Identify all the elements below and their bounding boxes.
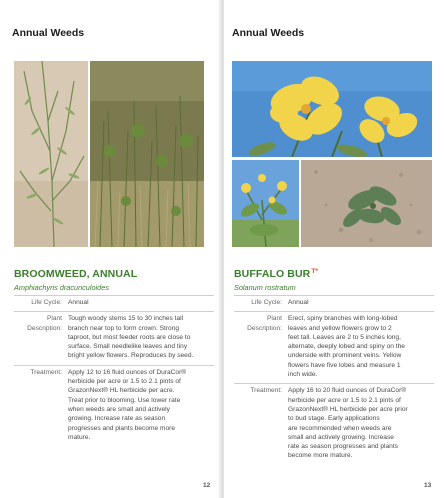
info-label: Plant Description: bbox=[247, 315, 282, 332]
info-value: Tough woody stems 15 to 30 inches tall branch near top to form crown. Strong taproot, but most feeder roots are close to surface. Small needlelike leaves and tiny bright yellow flowers. Reproduces by seed. bbox=[68, 315, 194, 360]
section-heading: Annual Weeds bbox=[232, 27, 305, 39]
info-label: Treatment: bbox=[30, 368, 62, 376]
info-label: Life Cycle: bbox=[31, 299, 62, 306]
scientific-name: Solanum rostratum bbox=[234, 283, 296, 292]
buffalo-bur-photo-plant-sky bbox=[232, 160, 299, 247]
buffalo-bur-photo-flower bbox=[232, 61, 432, 157]
info-label: Plant Description: bbox=[27, 315, 62, 332]
title-mark: T* bbox=[311, 268, 319, 275]
info-label: Life Cycle: bbox=[251, 299, 282, 306]
info-row-plant-description bbox=[234, 311, 434, 383]
info-row-life-cycle bbox=[234, 295, 434, 311]
info-row-treatment bbox=[14, 365, 214, 446]
info-value: Annual bbox=[288, 299, 309, 306]
info-row-life-cycle bbox=[14, 295, 214, 311]
info-table bbox=[234, 295, 434, 465]
section-heading: Annual Weeds bbox=[12, 27, 85, 39]
info-row-treatment bbox=[234, 383, 434, 464]
right-page bbox=[224, 0, 446, 498]
broomweed-photo-field bbox=[90, 61, 204, 247]
info-value: Annual bbox=[68, 299, 89, 306]
buffalo-bur-photo-seedling bbox=[301, 160, 432, 247]
plant-name: BUFFALO BUR bbox=[234, 268, 311, 280]
info-value: Apply 12 to 16 fluid ounces of DuraCor® herbicide per acre or 1.5 to 2.1 pints of GrazonNext® HL herbicide per acre. Treat prior to blooming. Use lower rate when weeds are small and actively growing. Increase rate as season progresses and plants become more mature. bbox=[68, 368, 187, 441]
info-value: Erect, spiny branches with long-lobed leaves and yellow flowers grow to 2 feet tall. Leaves are 2 to 5 inches long, alternate, deeply lobed and spiny on the underside with prominent veins. Yellow flowers have five lobes and measure 1 inch wide. bbox=[288, 315, 405, 379]
scientific-name: Amphiachyris dracunculoides bbox=[14, 283, 109, 292]
info-table bbox=[14, 295, 214, 446]
info-label: Treatment: bbox=[250, 387, 282, 395]
info-value: Apply 16 to 20 fluid ounces of DuraCor® herbicide per acre or 1.5 to 2.1 pints of GrazonNext® HL herbicide per acre prior to bud stage. Early applications are recommended when weeds are small and actively growing. Increase rate as season progresses and plants become more mature. bbox=[288, 387, 408, 460]
info-row-plant-description bbox=[14, 311, 214, 364]
broomweed-photo-closeup bbox=[14, 61, 88, 247]
plant-title bbox=[234, 268, 318, 280]
left-page bbox=[0, 0, 222, 498]
plant-name: BROOMWEED, ANNUAL bbox=[14, 268, 138, 280]
page-number: 12 bbox=[203, 482, 211, 489]
plant-title bbox=[14, 268, 137, 280]
page-number: 13 bbox=[424, 482, 432, 489]
